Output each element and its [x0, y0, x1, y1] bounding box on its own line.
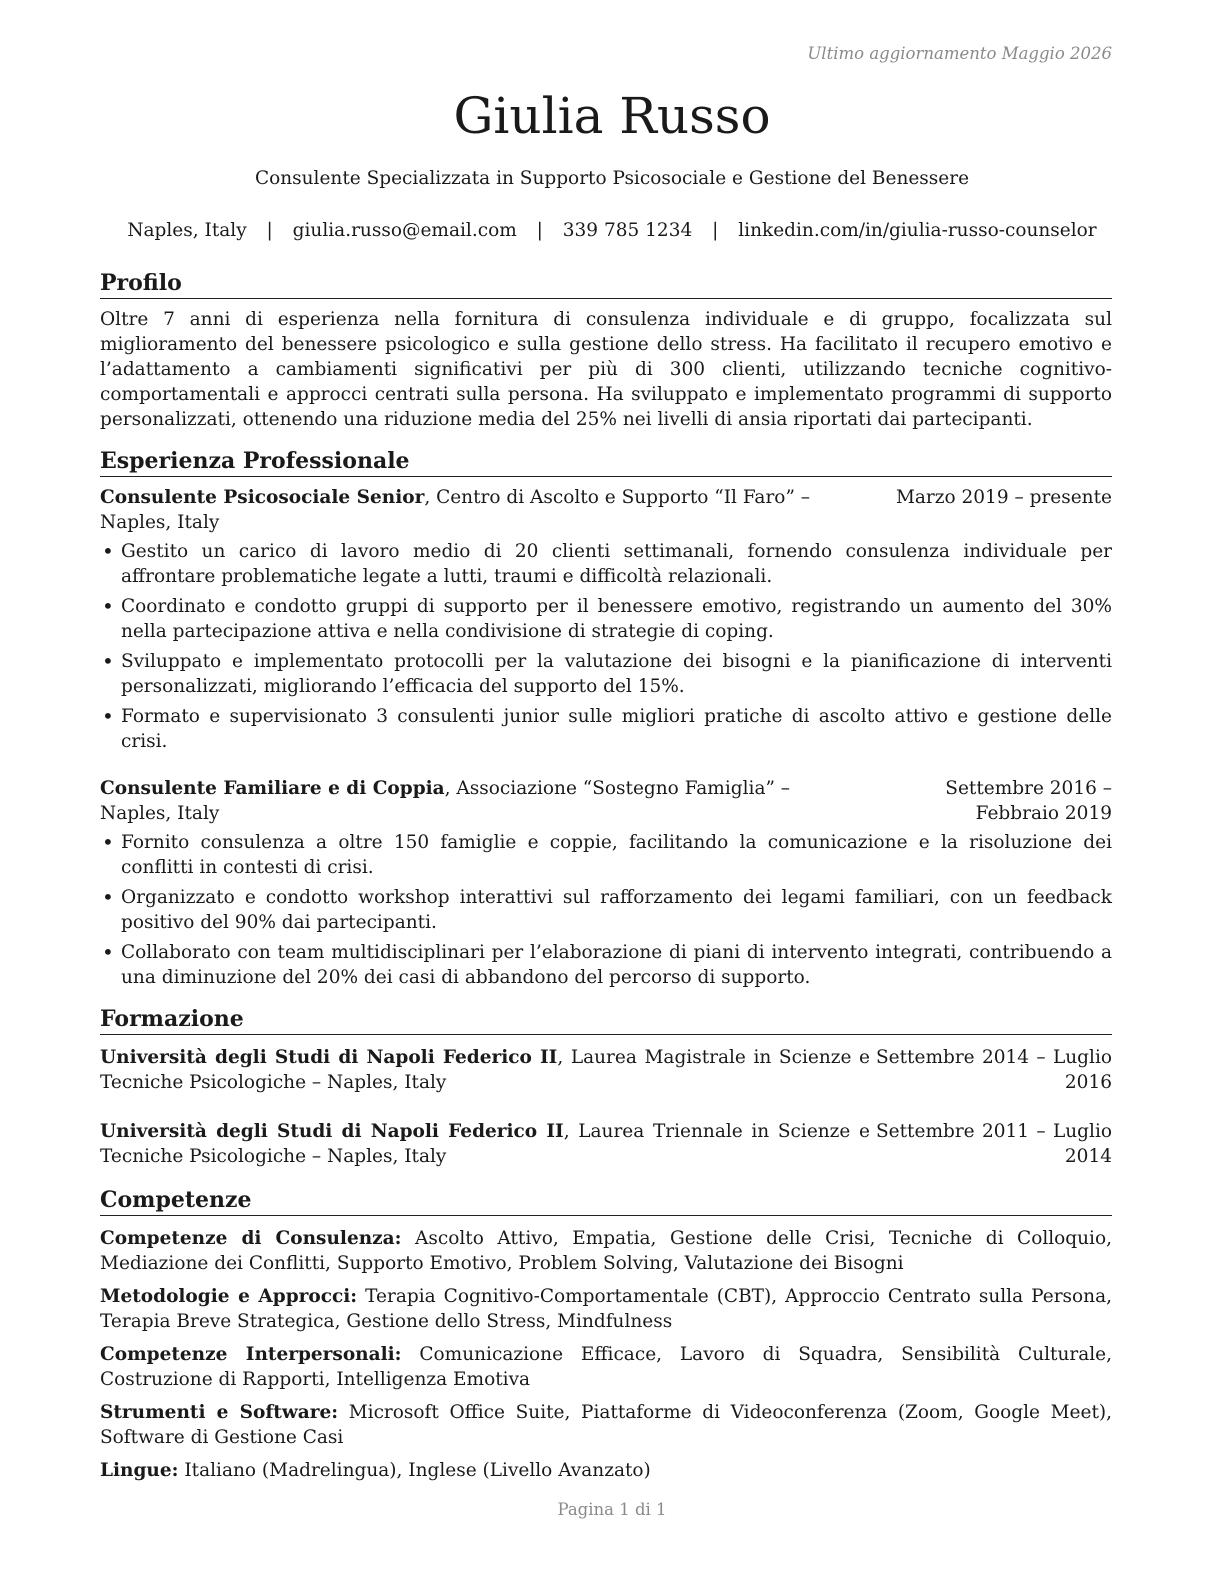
- last-updated: Ultimo aggiornamento Maggio 2026: [807, 44, 1112, 63]
- skills-list: [100, 1226, 1112, 1483]
- job-bullet: • Fornito consulenza a oltre 150 famiglie e coppie, facilitando la comunicazione e la risoluzione dei conflitti in contesti di crisi.: [100, 830, 1112, 880]
- contact-separator: |: [266, 220, 273, 241]
- education-detail: , Laurea Triennale in Scienze e Tecniche Psicologiche – Naples, Italy: [100, 1121, 870, 1167]
- job-organization: , Centro di Ascolto e Supporto “Il Faro” – Naples, Italy: [100, 487, 811, 533]
- skill-text: Comunicazione Efficace, Lavoro di Squadra, Sensibilità Culturale, Costruzione di Rapporti, Intelligenza Emotiva: [100, 1344, 1112, 1390]
- education-school: Università degli Studi di Napoli Federico II: [100, 1121, 564, 1142]
- education-entry: [100, 1045, 1112, 1095]
- skill-text: Italiano (Madrelingua), Inglese (Livello Avanzato): [178, 1460, 651, 1481]
- contact-email[interactable]: giulia.russo@email.com: [292, 220, 517, 241]
- section-title-experience: Esperienza Professionale: [100, 446, 1112, 477]
- job-header: [100, 485, 1112, 535]
- job-bullets: [100, 830, 1112, 990]
- job-bullet: • Organizzato e condotto workshop interattivi sul rafforzamento dei legami familiari, con un feedback positivo del 90% dai partecipanti.: [100, 885, 1112, 935]
- skill-item: [100, 1284, 1112, 1334]
- job-entry: [100, 776, 1112, 990]
- job-header: [100, 776, 1112, 826]
- contact-separator: |: [712, 220, 719, 241]
- education-dates: Settembre 2014 – Luglio 2016: [876, 1047, 1112, 1093]
- candidate-subtitle: Consulente Specializzata in Supporto Psicosociale e Gestione del Benessere: [254, 168, 970, 189]
- skill-label: Metodologie e Approcci:: [100, 1286, 358, 1307]
- skill-text: Microsoft Office Suite, Piattaforme di Videoconferenza (Zoom, Google Meet), Software di Gestione Casi: [100, 1402, 1112, 1448]
- contact-phone: 339 785 1234: [562, 220, 693, 241]
- job-bullet: • Coordinato e condotto gruppi di supporto per il benessere emotivo, registrando un aumento del 30% nella partecipazione attiva e nella condivisione di strategie di coping.: [100, 594, 1112, 644]
- skill-item: [100, 1458, 1112, 1483]
- contact-line: [0, 218, 1224, 244]
- skill-label: Competenze di Consulenza:: [100, 1228, 402, 1249]
- education-detail: , Laurea Magistrale in Scienze e Tecniche Psicologiche – Naples, Italy: [100, 1047, 870, 1093]
- job-role: Consulente Familiare e di Coppia: [100, 778, 445, 799]
- skill-item: [100, 1226, 1112, 1276]
- skill-text: Ascolto Attivo, Empatia, Gestione delle Crisi, Tecniche di Colloquio, Mediazione dei Conflitti, Supporto Emotivo, Problem Solving, Valutazione dei Bisogni: [100, 1228, 1112, 1274]
- education-degree: [100, 1045, 870, 1095]
- candidate-name: Giulia Russo: [453, 87, 771, 145]
- contact-separator: |: [536, 220, 543, 241]
- job-bullets: [100, 539, 1112, 754]
- job-bullet: • Sviluppato e implementato protocolli per la valutazione dei bisogni e la pianificazione di interventi personalizzati, migliorando l’efficacia del supporto del 15%.: [100, 649, 1112, 699]
- contact-linkedin[interactable]: linkedin.com/in/giulia-russo-counselor: [738, 220, 1097, 241]
- education-school: Università degli Studi di Napoli Federico II: [100, 1047, 558, 1068]
- education-degree: [100, 1119, 870, 1169]
- page-number: Pagina 1 di 1: [557, 1500, 667, 1519]
- contact-location: Naples, Italy: [127, 220, 247, 241]
- skill-label: Competenze Interpersonali:: [100, 1344, 402, 1365]
- resume-content: [100, 268, 1112, 1491]
- job-dates: Marzo 2019 – presente: [895, 487, 1112, 508]
- section-title-education: Formazione: [100, 1004, 1112, 1035]
- skill-item: [100, 1400, 1112, 1450]
- job-title-line: [100, 776, 854, 826]
- skill-item: [100, 1342, 1112, 1392]
- job-entry: [100, 485, 1112, 754]
- education-dates: Settembre 2011 – Luglio 2014: [876, 1121, 1112, 1167]
- skill-text: Terapia Cognitivo-Comportamentale (CBT), Approccio Centrato sulla Persona, Terapia Breve Strategica, Gestione dello Stress, Mindfulness: [100, 1286, 1112, 1332]
- job-title-line: [100, 485, 876, 535]
- job-bullet: • Collaborato con team multidisciplinari per l’elaborazione di piani di intervento integrati, contribuendo a una diminuzione del 20% dei casi di abbandono del percorso di supporto.: [100, 940, 1112, 990]
- section-title-profile: Profilo: [100, 268, 1112, 299]
- skill-label: Lingue:: [100, 1460, 179, 1481]
- skill-label: Strumenti e Software:: [100, 1402, 339, 1423]
- job-dates: Settembre 2016 – Febbraio 2019: [945, 778, 1112, 824]
- job-bullet: • Gestito un carico di lavoro medio di 20 clienti settimanali, fornendo consulenza individuale per affrontare problematiche legate a lutti, traumi e difficoltà relazionali.: [100, 539, 1112, 589]
- section-title-skills: Competenze: [100, 1185, 1112, 1216]
- job-role: Consulente Psicosociale Senior: [100, 487, 425, 508]
- education-entry: [100, 1119, 1112, 1169]
- job-organization: , Associazione “Sostegno Famiglia” – Naples, Italy: [100, 778, 791, 824]
- job-bullet: • Formato e supervisionato 3 consulenti junior sulle migliori pratiche di ascolto attivo e gestione delle crisi.: [100, 704, 1112, 754]
- profile-text: Oltre 7 anni di esperienza nella fornitura di consulenza individuale e di gruppo, focalizzata sul miglioramento del benessere psicologico e sulla gestione dello stress. Ha facilitato il recupero emotivo e l’adattamento a cambiamenti significativi per più di 300 clienti, utilizzando tecniche cognitivo-comportamentali e approcci centrati sulla persona. Ha sviluppato e implementato programmi di supporto personalizzati, ottenendo una riduzione media del 25% nei livelli di ansia riportati dai partecipanti.: [100, 309, 1112, 430]
